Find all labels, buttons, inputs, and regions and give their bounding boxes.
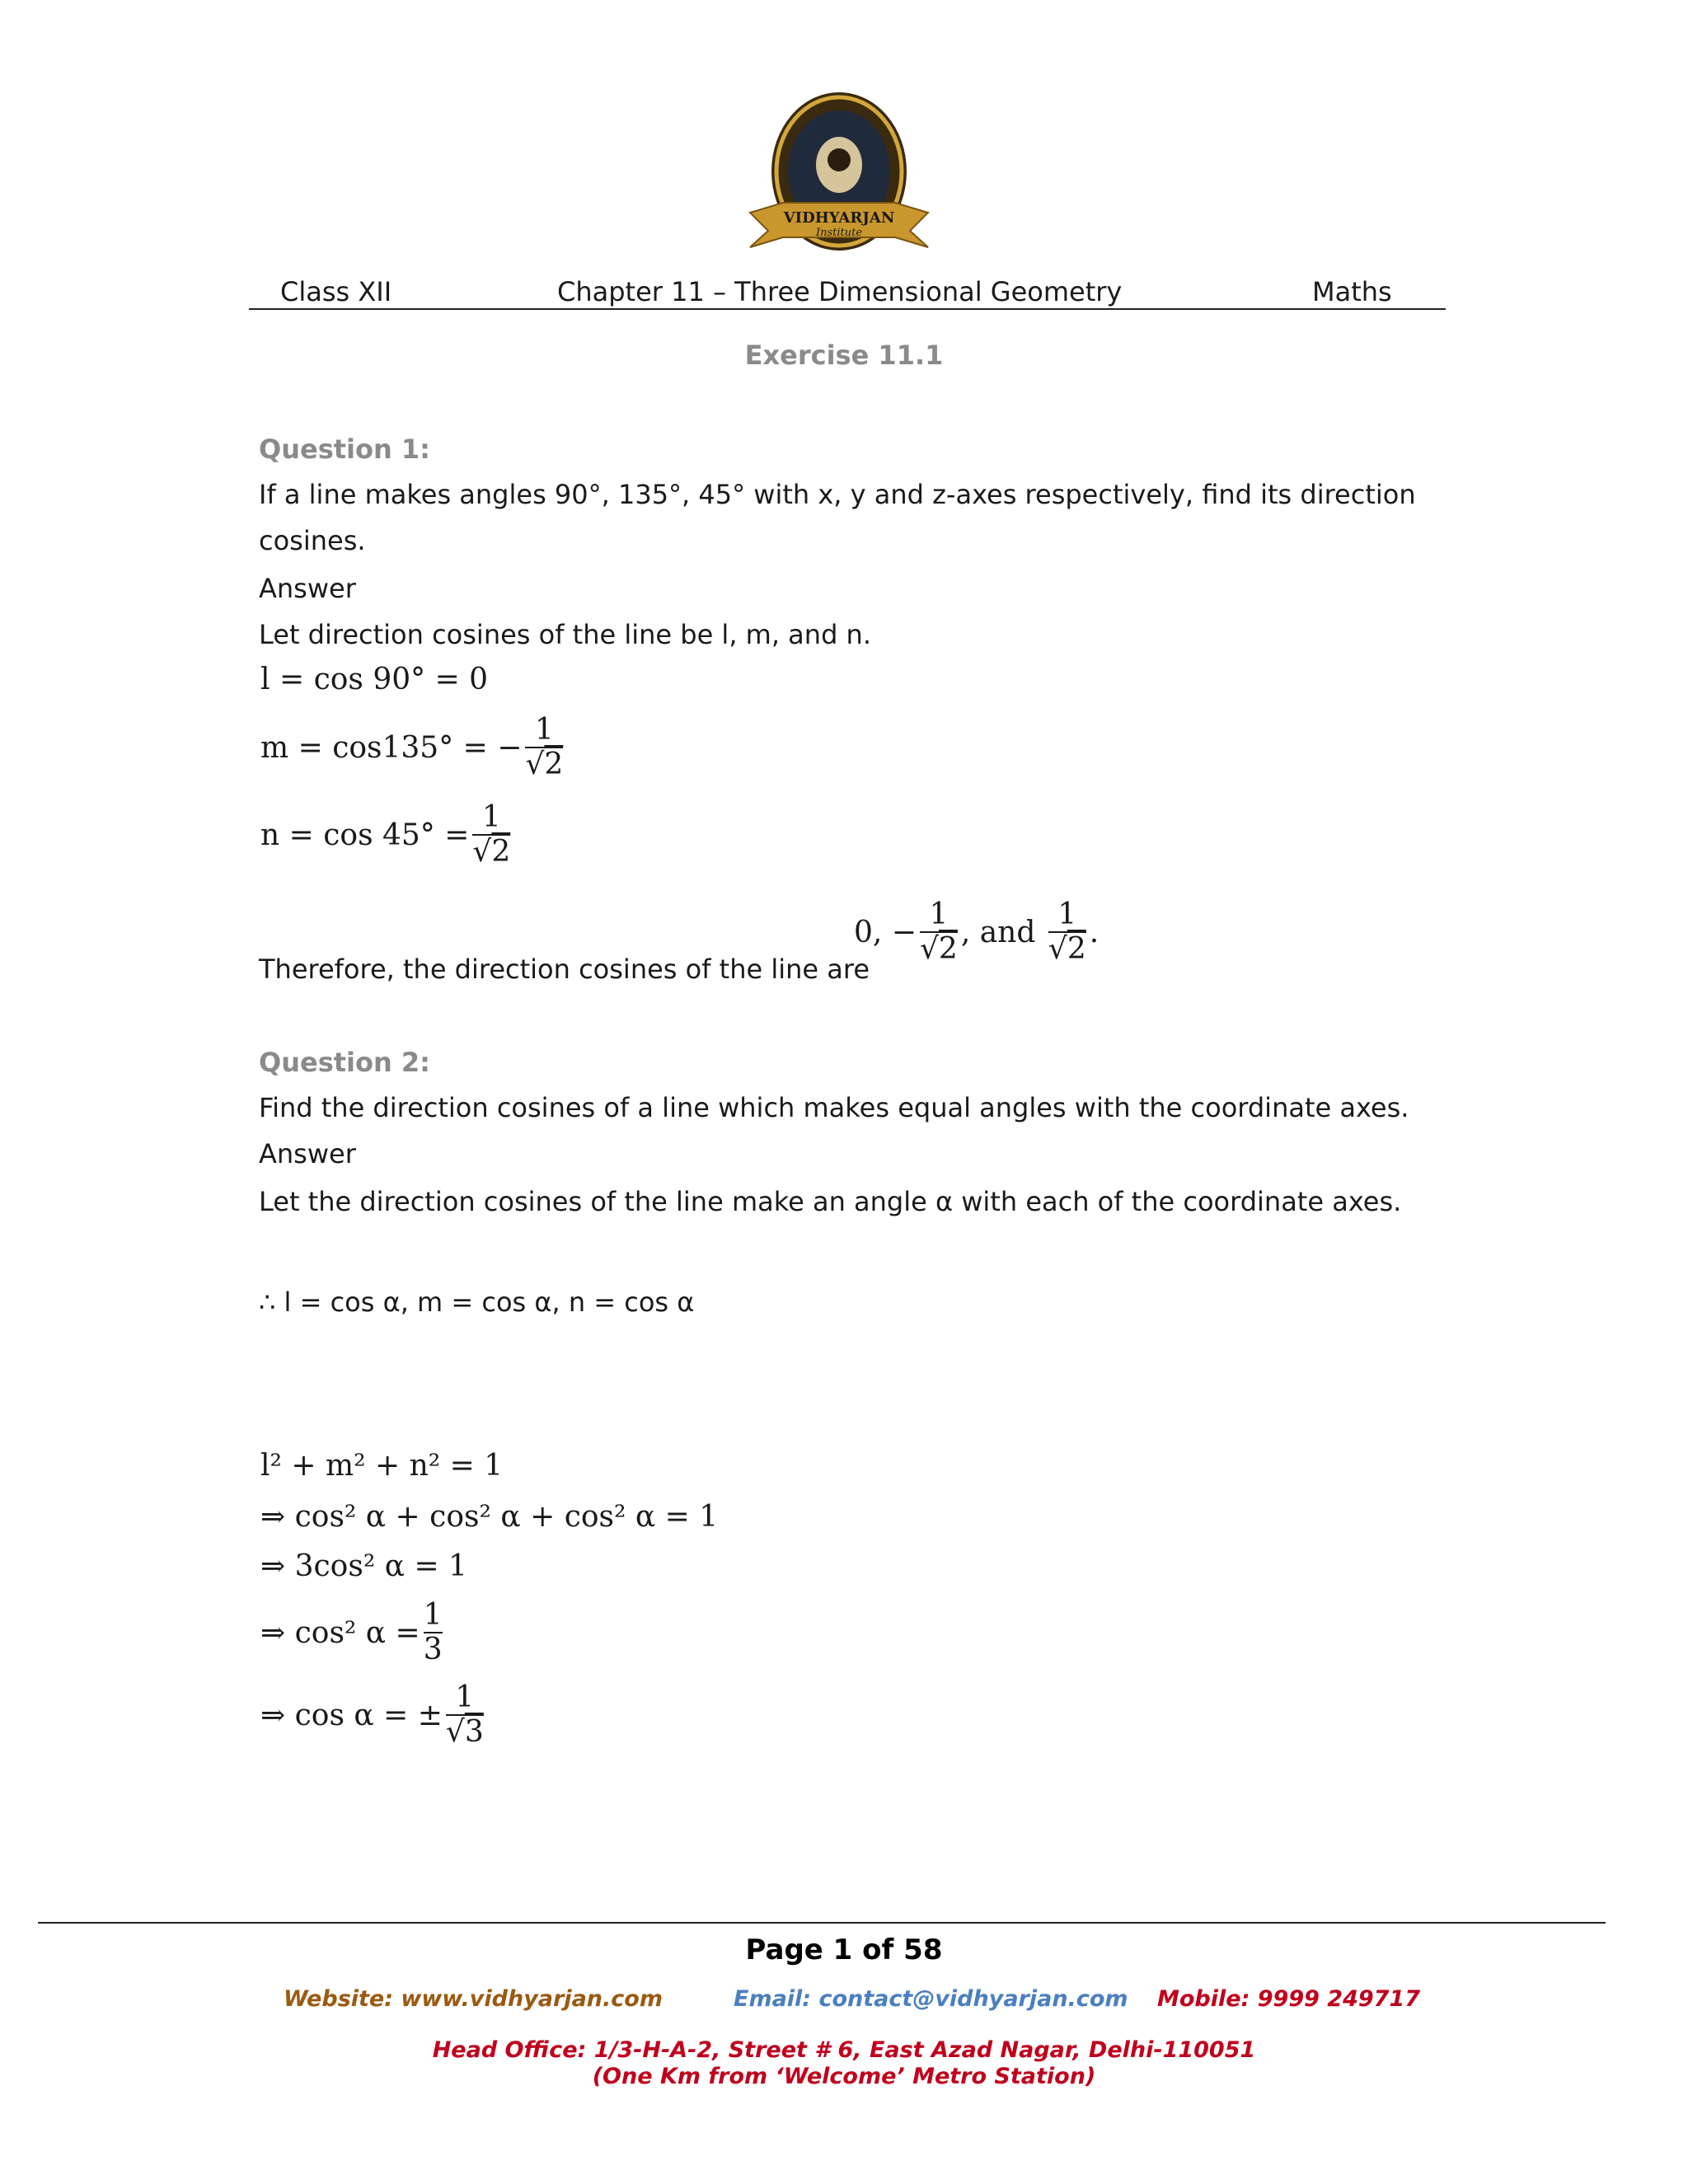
fraction: $\frac{1}{√2}$ — [472, 800, 511, 869]
footer-landmark: (One Km from ‘Welcome’ Metro Station) — [592, 2064, 1096, 2089]
question-2-let-statement: Let the direction cosines of the line make an angle α with each of the coordinate axes. — [259, 1186, 1402, 1217]
q2-equation-5: ⇒ cos α = ± $\frac{1}{√3}$ — [260, 1680, 484, 1749]
question-1-answer-label: Answer — [259, 573, 356, 604]
question-2-answer-label: Answer — [259, 1138, 356, 1169]
q1-equation-n: n = cos 45° = $\frac{1}{√2}$ — [260, 800, 511, 869]
svg-text:Institute: Institute — [815, 227, 863, 239]
footer-email[interactable]: Email: contact@vidhyarjan.com — [734, 1986, 1128, 2012]
institute-logo — [734, 89, 945, 272]
q1-result: 0, − $\frac{1}{√2}$ , and $\frac{1}{√2}$ . — [854, 898, 1100, 966]
header-class: Class XII — [280, 276, 392, 307]
q2-equation-2: ⇒ cos² α + cos² α + cos² α = 1 — [260, 1500, 719, 1534]
question-2-text: Find the direction cosines of a line which makes equal angles with the coordinate axes. — [259, 1092, 1409, 1123]
question-2-therefore: ∴ l = cos α, m = cos α, n = cos α — [259, 1286, 695, 1318]
header-divider — [249, 308, 1446, 310]
question-1-conclusion: Therefore, the direction cosines of the line are — [259, 954, 870, 985]
svg-text:VIDHYARJAN: VIDHYARJAN — [783, 209, 895, 227]
q1-equation-l: l = cos 90° = 0 — [260, 663, 489, 696]
fraction: $\frac{1}{√3}$ — [445, 1680, 484, 1749]
header-subject: Maths — [1312, 276, 1392, 307]
fraction: $\frac{1}{√2}$ — [525, 713, 564, 781]
fraction: $\frac{1}{√2}$ — [919, 898, 958, 966]
page-number: Page 1 of 58 — [745, 1933, 943, 1966]
footer-divider — [38, 1922, 1606, 1924]
question-2-heading: Question 2: — [259, 1047, 430, 1078]
footer-mobile: Mobile: 9999 249717 — [1157, 1986, 1421, 2012]
header-chapter: Chapter 11 – Three Dimensional Geometry — [557, 276, 1123, 307]
q2-equation-1: l² + m² + n² = 1 — [260, 1449, 504, 1483]
q2-equation-4: ⇒ cos² α = $\frac{1}{3}$ — [260, 1598, 443, 1666]
fraction: $\frac{1}{√2}$ — [1048, 898, 1086, 966]
footer-head-office: Head Office: 1/3-H-A-2, Street # 6, East Azad Nagar, Delhi-110051 — [432, 2037, 1256, 2063]
question-1-text-line-1: If a line makes angles 90°, 135°, 45° with x, y and z-axes respectively, find its direction — [259, 479, 1416, 510]
question-1-text-line-2: cosines. — [259, 525, 366, 556]
footer-website[interactable]: Website: www.vidhyarjan.com — [284, 1986, 663, 2012]
logo-emblem-icon — [734, 89, 945, 272]
exercise-title: Exercise 11.1 — [744, 340, 944, 371]
question-1-heading: Question 1: — [259, 434, 430, 465]
question-1-let-statement: Let direction cosines of the line be l, m, and n. — [259, 619, 871, 650]
fraction: $\frac{1}{3}$ — [423, 1598, 443, 1666]
q1-equation-m: m = cos135° = − $\frac{1}{√2}$ — [260, 713, 564, 781]
q2-equation-3: ⇒ 3cos² α = 1 — [260, 1549, 467, 1583]
